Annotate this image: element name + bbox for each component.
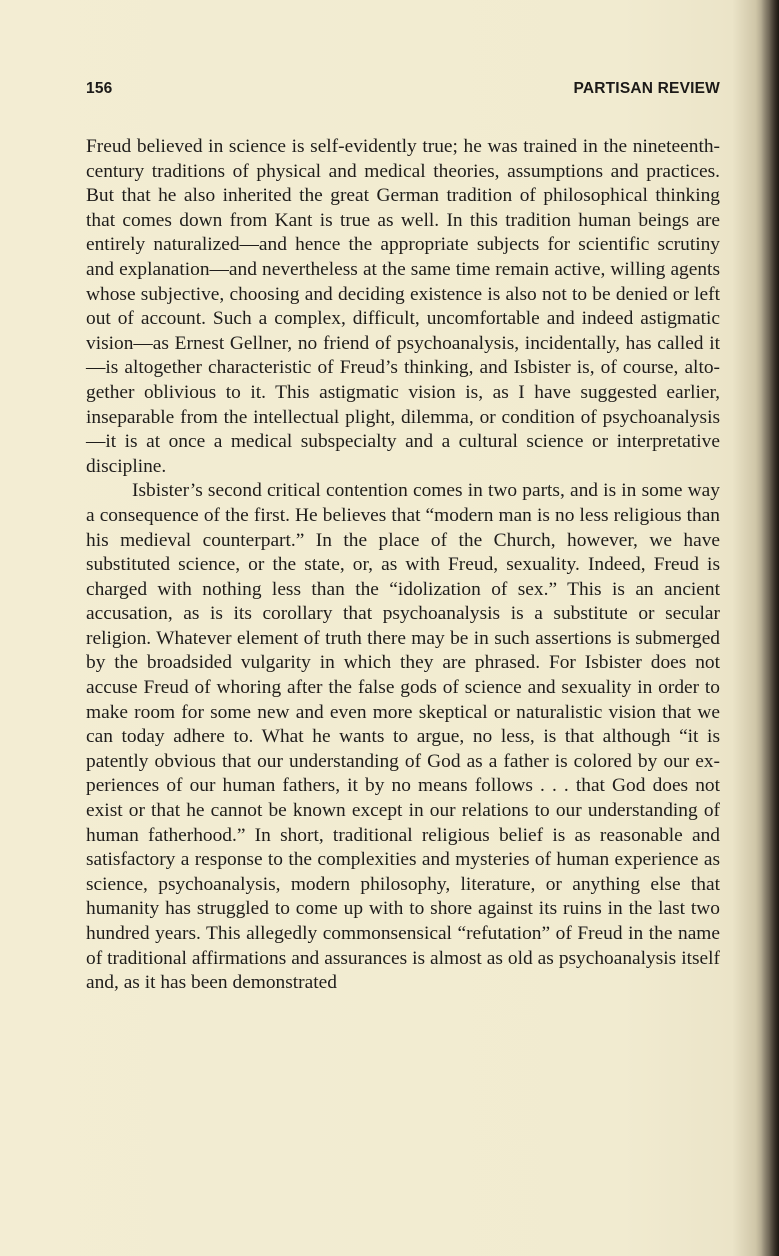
paragraph: Freud believed in science is self-evidently true; he was trained in the nineteenth-century traditions of physical and medical theories, assumptions and practices. But that he also inherited the great German tradition of philosophical thinking that comes down from Kant is true as well. In this tradition human beings are entirely naturalized—and hence the appropriate subjects for scientific scrutiny and explanation—and nevertheless at the same time remain active, willing agents whose subjective, choosing and deciding existence is also not to be denied or left out of account. Such a complex, difficult, uncomfortable and indeed astigmatic vision—as Ernest Gellner, no friend of psychoanalysis, incidentally, has called it—is altogether characteristic of Freud’s thinking, and Isbister is, of course, altogether oblivious to it. This astigmatic vision is, as I have suggested earlier, inseparable from the intellectual plight, dilemma, or condition of psychoanalysis—it is at once a medical subspecialty and a cultural science or interpretative discipline. [86,136,720,477]
body-text [86,135,720,996]
spine-shadow [761,0,779,1256]
running-head [86,80,720,100]
paragraph: Isbister’s second critical contention comes in two parts, and is in some way a consequence of the first. He believes that “modern man is no less religious than his medieval counterpart.” In the place of the Church, however, we have substituted science, or the state, or, as with Freud, sexuality. Indeed, Freud is charged with nothing less than the “idolization of sex.” This is an ancient accusation, as is its corollary that psychoanalysis is a substitute or secular religion. Whatever element of truth there may be in such assertions is submerged by the broadsided vulgarity in which they are phrased. For Isbister does not accuse Freud of whoring after the false gods of science and sexuality in order to make room for some new and even more skeptical or naturalistic vision that we can today adhere to. What he wants to argue, no less, is that although “it is patently obvious that our understanding of God as a father is colored by our experiences of our human fathers, it by no means follows . . . that God does not exist or that he cannot be known except in our relations to our understanding of human fatherhood.” In short, traditional religious belief is as reasonable and satisfactory a response to the complexities and mysteries of human experience as science, psychoanalysis, modern philosophy, literature, or anything else that humanity has struggled to come up with to shore against its ruins in the last two hundred years. This allegedly commonsensical “refutation” of Freud in the name of traditional affirmations and assurances is almost as old as psychoanalysis itself and, as it has been demonstrated [86,480,720,994]
page-number: 156 [86,80,113,97]
journal-title: PARTISAN REVIEW [573,80,720,97]
